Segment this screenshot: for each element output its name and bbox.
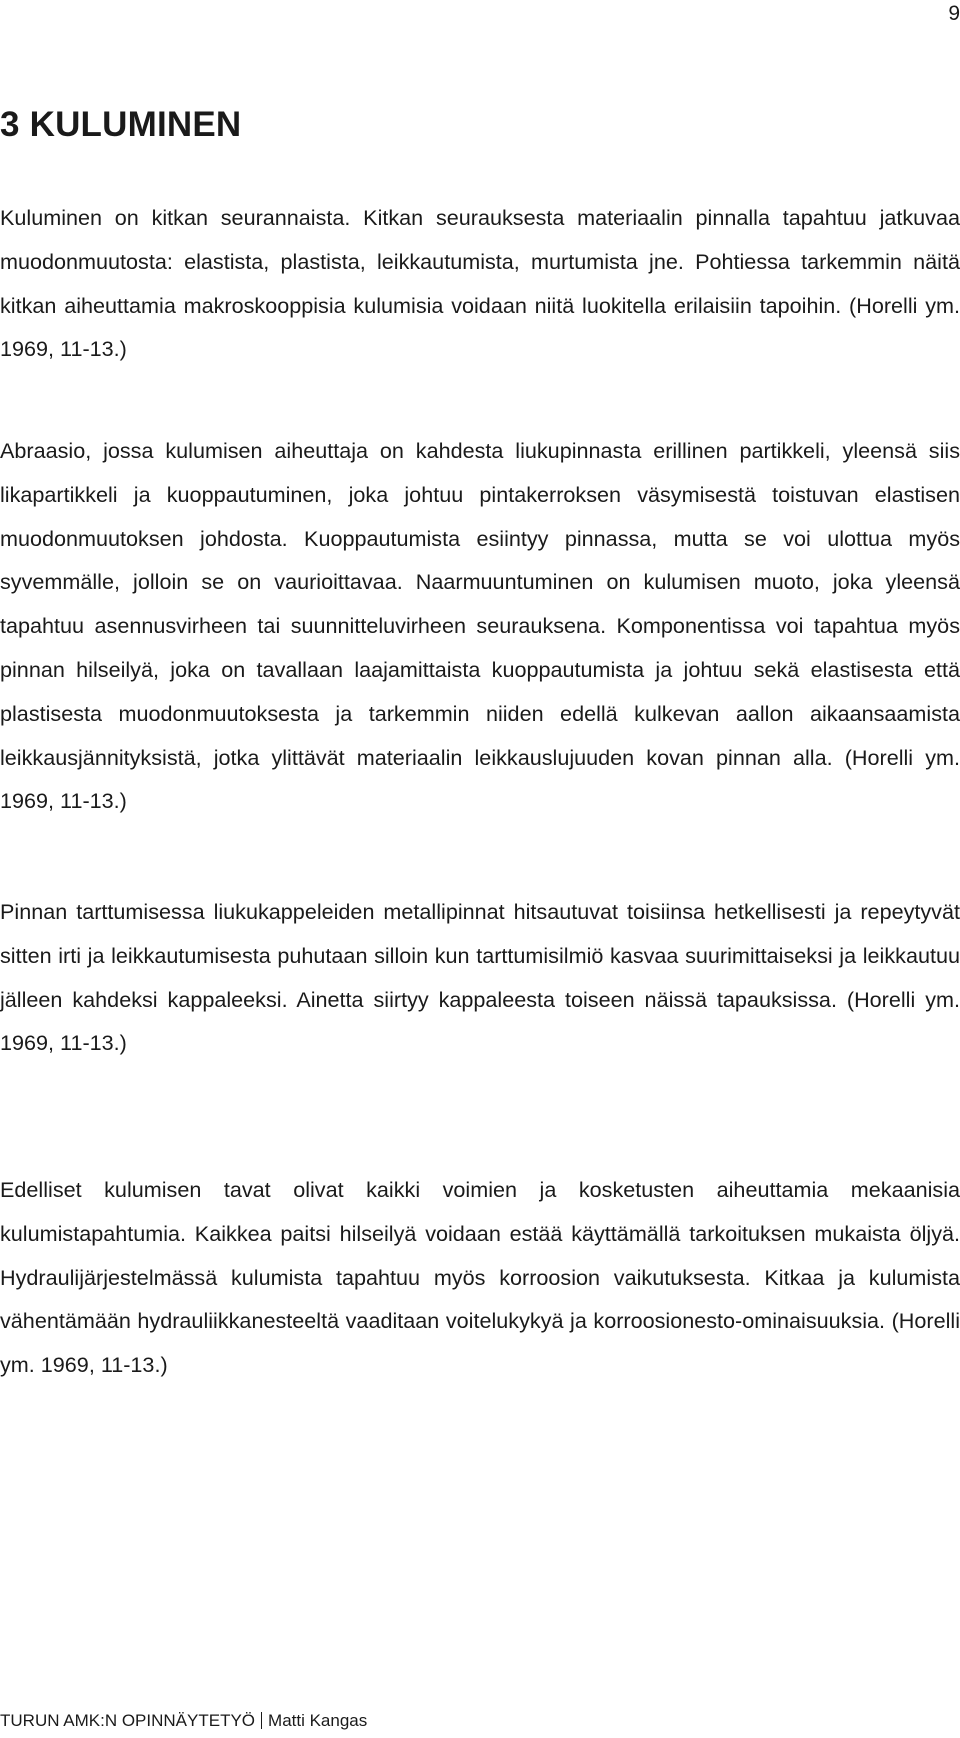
footer-author: Matti Kangas: [268, 1711, 368, 1730]
footer-separator: [261, 1712, 262, 1729]
paragraph-summary: Edelliset kulumisen tavat olivat kaikki voimien ja kosketusten aiheuttamia mekaanisia kulumistapahtumia. Kaikkea paitsi hilseilyä voidaan estää käyttämällä tarkoituksen mukaista öljyä. Hydraulijärjestelmässä kulumista tapahtuu myös korroosion vaikutuksesta. Kitkaa ja kulumista vähentämään hydrauliikkanesteeltä vaaditaan voitelukykyä ja korroosionesto-ominaisuuksia. (Horelli ym. 1969, 11-13.): [0, 1177, 960, 1378]
paragraph-abrasion: Abraasio, jossa kulumisen aiheuttaja on kahdesta liukupinnasta erillinen partikkeli, yleensä siis likapartikkeli ja kuoppautuminen, joka johtuu pintakerroksen väsymisestä toistuvan elastisen muodonmuutoksen johdosta. Kuoppautumista esiintyy pinnassa, mutta se voi ulottua myös syvemmälle, jolloin se on vaurioittavaa. Naarmuuntuminen on kulumisen muoto, joka yleensä tapahtuu asennusvirheen tai suunnitteluvirheen seurauksena. Komponentissa voi tapahtua myös pinnan hilseilyä, joka on tavallaan laajamittaista kuoppautumista ja johtuu sekä elastisesta että plastisesta muodonmuutoksesta ja tarkemmin niiden edellä kulkevan aallon aikaansaamista leikkausjännityksistä, jotka ylittävät materiaalin leikkauslujuuden kovan pinnan alla. (Horelli ym. 1969, 11-13.): [0, 438, 960, 814]
chapter-title: 3 KULUMINEN: [0, 105, 242, 144]
footer-institution: TURUN AMK:N OPINNÄYTETYÖ: [0, 1711, 256, 1730]
page-number: 9: [948, 2, 960, 25]
paragraph-adhesion: Pinnan tarttumisessa liukukappeleiden metallipinnat hitsautuvat toisiinsa hetkellisesti ja repeytyvät sitten irti ja leikkautumisesta puhutaan silloin kun tarttumisilmiö kasvaa suurimittaiseksi ja leikkautuu jälleen kahdeksi kappaleeksi. Ainetta siirtyy kappaleesta toiseen näissä tapauksissa. (Horelli ym. 1969, 11-13.): [0, 899, 960, 1056]
page-footer: [0, 1711, 367, 1731]
paragraph-intro: Kuluminen on kitkan seurannaista. Kitkan seurauksesta materiaalin pinnalla tapahtuu jatkuvaa muodonmuutosta: elastista, plastista, leikkautumista, murtumista jne. Pohtiessa tarkemmin näitä kitkan aiheuttamia makroskooppisia kulumisia voidaan niitä luokitella erilaisiin tapoihin. (Horelli ym. 1969, 11-13.): [0, 205, 960, 362]
